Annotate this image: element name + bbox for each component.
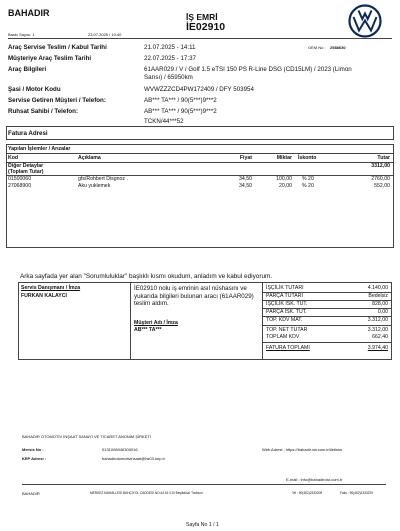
order-number: İE02910	[186, 21, 226, 33]
item-qty: 20,00	[279, 183, 292, 189]
col-discount: İskonto	[298, 155, 317, 161]
value-delivery-date: 22.07.2025 - 17:37	[144, 55, 196, 62]
customer-sign-name: AB*** TA***	[134, 327, 162, 333]
label-delivery-date: Müşteriye Araç Teslim Tarihi	[8, 55, 92, 62]
footer-email: E-mail : info@bahadiroto.com.tr	[286, 477, 343, 482]
item-qty: 100,00	[276, 176, 292, 182]
header-divider	[8, 38, 392, 39]
group-divider	[6, 175, 394, 176]
col-code: Kod	[8, 155, 19, 161]
footer-company: BAHADIR OTOMOTİV İNŞAAT SANAYİ VE TİCARET ANONİM ŞİRKETİ	[22, 434, 151, 439]
item-price: 34,50	[239, 183, 252, 189]
footer-phone: Tel : 90(462)2333005	[292, 491, 323, 495]
divider-receipt	[262, 282, 263, 360]
advisor-name: FURKAN KALAYCI	[21, 293, 67, 299]
footer-divider	[22, 484, 386, 485]
print-date: 23.07.2025 / 10:40	[88, 32, 122, 37]
value-chassis: WVWZZZCD4PW172409 / DFY 503954	[144, 86, 254, 93]
group-label: Diğer Detaylar	[8, 163, 44, 169]
value-vehicle-info: 61AAR029 / V / Golf 1.5 eTSI 150 PS R-Line DSG (CD15LM) / 2023 (Limon	[144, 66, 352, 73]
total-label-net: TOP. NET TUTAR	[266, 327, 308, 333]
oem-number: 2588630	[330, 45, 346, 50]
total-label-parts: PARÇA TUTARI	[266, 293, 303, 299]
total-rule	[262, 342, 392, 343]
group-total: 3312,00	[371, 163, 390, 169]
total-value-vat: 662,40	[372, 334, 388, 340]
total-label-invoice: FATURA TOPLAMI	[266, 345, 310, 351]
total-value-net: 3.312,00	[367, 327, 388, 333]
total-label-labor-discount: İŞÇİLİK İSK. TUT.	[266, 301, 308, 307]
item-code: 27068900	[8, 183, 32, 189]
mersis-value: 0131008946300016	[102, 447, 138, 452]
footer-address: MERKEZ MAHALLESİ BAHÇİYOL CADDESİ NO:44 61 010 Beşikdüzü Trabzon	[90, 491, 203, 495]
col-qty: Miktar	[276, 155, 292, 161]
footer-bottom-name: BAHADIR	[22, 491, 40, 496]
kep-label: KEP Adresi :	[22, 456, 47, 461]
company-name: BAHADIR	[8, 8, 50, 18]
value-vehicle-info-cont: Sarısı) / 65950km	[144, 74, 193, 81]
divider-advisor	[130, 282, 131, 360]
col-desc: Açıklama	[78, 155, 101, 161]
receipt-text: İE02910 nolu iş emrinin asıl nüshasını ve yukarıda bilgileri bulunan aracı (61AAR029) teslim aldım.	[134, 285, 254, 307]
col-price: Fiyat	[239, 155, 252, 161]
document-title: İŞ EMRİ	[186, 12, 218, 22]
total-value-parts-discount: 0,00	[377, 309, 388, 315]
footer-fax: Faks : 90(462)2333229	[340, 491, 373, 495]
work-header-divider	[6, 162, 394, 163]
item-desc: Aku yuklemek	[78, 183, 111, 189]
total-label-labor: İŞÇİLİK TUTARI	[266, 285, 304, 291]
total-label-vat-base: TOP. KDV MAT.	[266, 317, 303, 323]
label-vehicle-info: Araç Bilgileri	[8, 66, 47, 73]
label-bringing-customer: Servise Getiren Müşteri / Telefon:	[8, 97, 106, 104]
invoice-address-label: Fatura Adresi	[8, 130, 48, 137]
value-service-date: 21.07.2025 - 14:11	[144, 44, 196, 51]
total-label-vat: TOPLAM KDV	[266, 334, 300, 340]
col-total: Tutar	[377, 155, 390, 161]
item-price: 34,50	[239, 176, 252, 182]
label-chassis: Şasi / Motor Kodu	[8, 86, 61, 93]
oem-label: OEM No :	[308, 45, 326, 50]
kep-value: bahadirotomotivinsaat@hs03.kep.tr	[102, 456, 165, 461]
total-value-invoice: 3.974,40	[367, 345, 388, 351]
total-value-labor-discount: 828,00	[372, 301, 388, 307]
print-count: Baskı Sayısı: 1	[8, 32, 35, 37]
item-desc: gfs/Rohbert Disgnoz .	[78, 176, 128, 182]
value-bringing-customer: AB*** TA*** / 90(5***)9***2	[144, 97, 217, 104]
acceptance-notice: Arka sayfada yer alan "Sorumluluklar" başlıklı kısmı okudum, anladım ve kabul ediyorum.	[20, 273, 273, 280]
advisor-label: Servis Danışmanı / İmza	[21, 285, 81, 291]
work-table-box	[6, 144, 394, 248]
work-title-divider	[6, 153, 394, 154]
item-total: 552,00	[374, 183, 390, 189]
vw-logo-icon	[348, 4, 382, 38]
total-value-vat-base: 3.312,00	[367, 317, 388, 323]
item-code: 01500060	[8, 176, 32, 182]
total-label-parts-discount: PARÇA İSK. TUT.	[266, 309, 307, 315]
item-total: 2760,00	[371, 176, 390, 182]
item-discount: % 20	[302, 183, 314, 189]
total-value-labor: 4.140,00	[367, 285, 388, 291]
value-registration-tckn: TCKN/44***52	[144, 118, 184, 125]
page-number: Sayfa No 1 / 1	[186, 522, 219, 528]
group-sub: (Toplam Tutar)	[8, 169, 44, 175]
label-service-date: Araç Servise Teslim / Kabul Tarihi	[8, 44, 107, 51]
total-rule	[262, 325, 392, 326]
item-discount: % 20	[302, 176, 314, 182]
customer-sign-label: Müşteri Adı / İmza	[134, 320, 178, 326]
invoice-address-box	[6, 126, 394, 140]
footer-web: Web Adresi : https://bahadir.vw.com.tr/iletisim	[262, 447, 343, 452]
value-registration-owner: AB*** TA*** / 90(5***)9***2	[144, 108, 217, 115]
label-registration-owner: Ruhsat Sahibi / Telefon:	[8, 108, 79, 115]
total-value-parts: Bedelsiz	[368, 293, 388, 299]
work-section-title: Yapılan İşlemler / Arızalar	[8, 146, 71, 152]
mersis-label: Mersis No :	[22, 447, 44, 452]
